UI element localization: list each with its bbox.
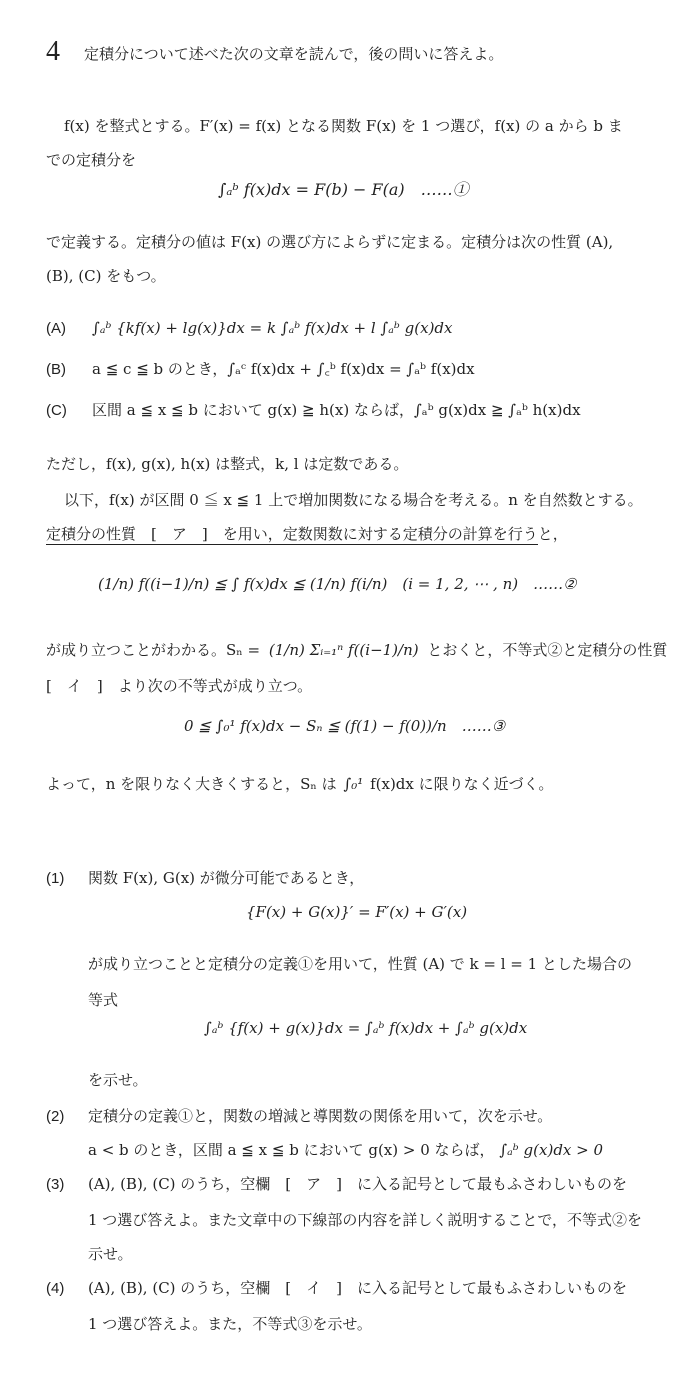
question-2-line1: 定積分の定義①と，関数の増減と導関数の関係を用いて，次を示せ。	[88, 1107, 553, 1125]
question-2-label: (2)	[46, 1108, 65, 1125]
underlined-statement: 定積分の性質 [ ア ] を用い，定数関数に対する定積分の計算を行う	[46, 525, 538, 543]
question-4-label: (4)	[46, 1280, 65, 1297]
question-4-line2: 1 つ選び答えよ。また，不等式③を示せ。	[88, 1315, 372, 1333]
equation-2: (1/n) f((i−1)/n) ≦ ∫ f(x)dx ≦ (1/n) f(i/n) (i = 1, 2, ⋯ , n) ……②	[98, 575, 577, 593]
paragraph-4: 以下，f(x) が区間 0 ≦ x ≦ 1 上で増加関数になる場合を考える。n を自然数とする。	[64, 491, 643, 509]
sn-definition: (1/n) Σᵢ₌₁ⁿ f((i−1)/n)	[268, 641, 419, 659]
question-2-line2: a < b のとき，区間 a ≦ x ≦ b において g(x) > 0 ならば，	[88, 1141, 495, 1159]
paragraph-2: で定義する。定積分の値は F(x) の選び方によらずに定まる。定積分は次の性質 (A),	[46, 233, 614, 251]
property-b: a ≦ c ≦ b のとき，∫ₐᶜ f(x)dx + ∫꜀ᵇ f(x)dx = ∫ₐᵇ f(x)dx	[92, 360, 475, 378]
question-1-line2: が成り立つことと定積分の定義①を用いて，性質 (A) で k = l = 1 とした場合の	[88, 955, 632, 973]
paragraph-6c: [ イ ] より次の不等式が成り立つ。	[46, 677, 313, 695]
equation-3: 0 ≦ ∫₀¹ f(x)dx − Sₙ ≦ (f(1) − f(0))/n ……③	[184, 717, 506, 735]
question-1-line4: を示せ。	[88, 1071, 148, 1089]
equation-1: ∫ₐᵇ f(x)dx = F(b) − F(a) ……①	[218, 180, 469, 199]
property-b-label: (B)	[46, 361, 66, 378]
question-2-integral-sign: ∫ₐᵇ	[499, 1141, 519, 1159]
integral-sign: ∫₀¹	[343, 775, 364, 793]
paragraph-1b: での定積分を	[46, 151, 137, 169]
problem-number: 4	[46, 36, 60, 67]
question-1-label: (1)	[46, 870, 65, 887]
paragraph-2b: (B), (C) をもつ。	[46, 267, 166, 285]
paragraph-7a: よって，n を限りなく大きくすると，Sₙ は	[46, 775, 337, 793]
property-a-label: (A)	[46, 320, 66, 337]
paragraph-6a: が成り立つことがわかる。Sₙ =	[46, 641, 261, 659]
property-a: ∫ₐᵇ {kf(x) + lg(x)}dx = k ∫ₐᵇ f(x)dx + l ∫ₐᵇ g(x)dx	[92, 319, 453, 337]
paragraph-5-tail: と，	[537, 525, 568, 543]
paragraph-1: f(x) を整式とする。F′(x) = f(x) となる関数 F(x) を 1 つ選び，f(x) の a から b ま	[64, 117, 623, 135]
question-4-line1: (A), (B), (C) のうち，空欄 [ イ ] に入る記号として最もふさわしいものを	[88, 1279, 627, 1297]
property-c-label: (C)	[46, 402, 67, 419]
question-3-line1: (A), (B), (C) のうち，空欄 [ ア ] に入る記号として最もふさわしいものを	[88, 1175, 627, 1193]
property-c: 区間 a ≦ x ≦ b において g(x) ≧ h(x) ならば，∫ₐᵇ g(x)dx ≧ ∫ₐᵇ h(x)dx	[92, 401, 581, 419]
paragraph-7b: f(x)dx に限りなく近づく。	[370, 775, 554, 793]
instruction: 定積分について述べた次の文章を読んで，後の問いに答えよ。	[84, 45, 504, 63]
paragraph-6b: とおくと，不等式②と定積分の性質	[427, 641, 668, 659]
question-1-line3: 等式	[88, 991, 119, 1009]
question-1-equation: {F(x) + G(x)}′ = F′(x) + G′(x)	[246, 903, 468, 921]
question-3-line2: 1 つ選び答えよ。また文章中の下線部の内容を詳しく説明することで，不等式②を	[88, 1211, 643, 1229]
paragraph-3: ただし，f(x), g(x), h(x) は整式，k, l は定数である。	[46, 455, 409, 473]
question-3-label: (3)	[46, 1176, 65, 1193]
question-1-line1: 関数 F(x), G(x) が微分可能であるとき，	[88, 869, 365, 887]
question-2-line2b: g(x)dx > 0	[523, 1141, 604, 1159]
question-3-line3: 示せ。	[88, 1245, 133, 1263]
question-1-equation-2: ∫ₐᵇ {f(x) + g(x)}dx = ∫ₐᵇ f(x)dx + ∫ₐᵇ g(x)dx	[204, 1019, 528, 1037]
